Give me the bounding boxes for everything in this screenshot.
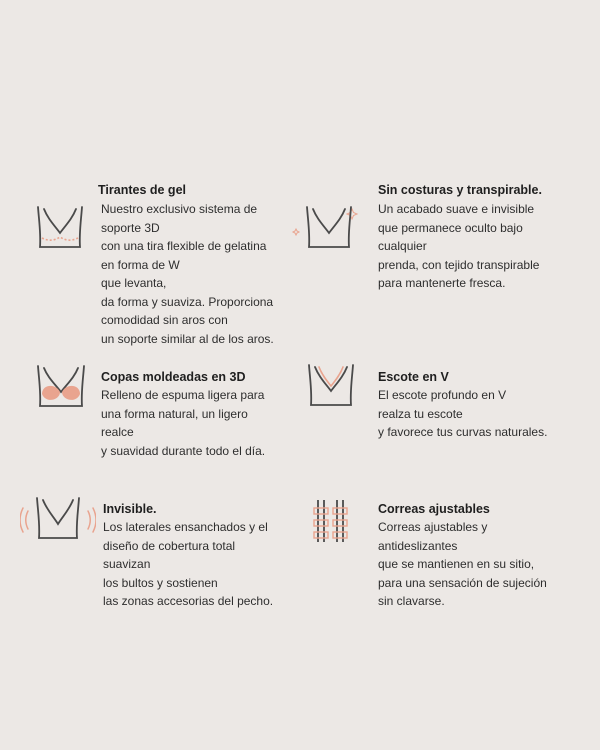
description-line: los bultos y sostienen — [103, 575, 218, 590]
feature-title: Escote en V — [378, 370, 449, 384]
description-line: realce — [101, 425, 134, 439]
description-line: comodidad sin aros con — [101, 313, 228, 327]
description-line: Relleno de espuma ligera para — [101, 388, 265, 402]
description-line: para mantenerte fresca. — [378, 276, 506, 290]
description-line: una forma natural, un ligero — [101, 406, 248, 421]
description-line: que levanta, — [101, 276, 167, 290]
gel-strap-bra-icon — [34, 205, 86, 251]
feature-title: Sin costuras y transpirable. — [378, 183, 542, 197]
molded-cups-bra-icon — [34, 364, 88, 410]
invisible-bra-icon — [20, 495, 96, 543]
description-line: Los laterales ensanchados y el — [103, 520, 268, 534]
description-line: Nuestro exclusivo sistema de — [101, 202, 258, 216]
feature-description — [378, 200, 539, 293]
description-line: que se mantienen en su sitio, — [378, 557, 535, 571]
description-line: Un acabado suave e invisible — [378, 202, 535, 216]
description-line: que permanece oculto bajo — [378, 220, 523, 235]
description-line: Correas ajustables y — [378, 520, 488, 534]
description-line: prenda, con tejido transpirable — [378, 257, 540, 272]
seamless-bra-icon — [290, 203, 368, 253]
feature-description — [101, 200, 274, 348]
description-line: las zonas accesorias del pecho. — [103, 594, 274, 608]
feature-title: Tirantes de gel — [98, 183, 186, 197]
adjustable-straps-icon — [310, 498, 354, 544]
description-line: da forma y suaviza. Proporciona — [101, 294, 274, 309]
feature-description — [378, 386, 547, 442]
feature-title: Copas moldeadas en 3D — [101, 370, 246, 384]
description-line: soporte 3D — [101, 220, 160, 235]
description-line: cualquier — [378, 239, 427, 253]
feature-title: Correas ajustables — [378, 502, 490, 516]
feature-description — [101, 386, 265, 460]
feature-title: Invisible. — [103, 502, 157, 516]
description-line: sin clavarse. — [378, 594, 445, 608]
description-line: para una sensación de sujeción — [378, 575, 547, 590]
description-line: diseño de cobertura total — [103, 538, 236, 553]
feature-description — [378, 518, 547, 611]
description-line: con una tira flexible de gelatina — [101, 239, 267, 253]
description-line: y suavidad durante todo el día. — [101, 443, 266, 458]
v-neck-bra-icon — [305, 363, 357, 409]
description-line: antideslizantes — [378, 538, 458, 553]
description-line: El escote profundo en V — [378, 388, 507, 402]
description-line: un soporte similar al de los aros. — [101, 331, 274, 346]
description-line: suavizan — [103, 557, 151, 571]
description-line: en forma de W — [101, 257, 180, 272]
feature-description — [103, 518, 273, 611]
description-line: realza tu escote — [378, 406, 463, 421]
description-line: y favorece tus curvas naturales. — [378, 425, 548, 439]
